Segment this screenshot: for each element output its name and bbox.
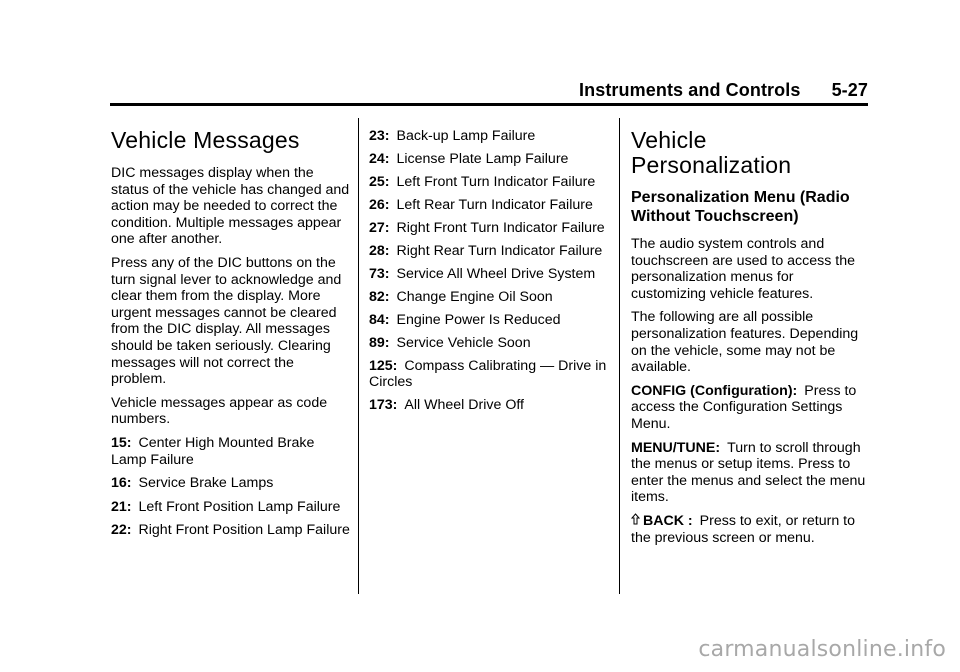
message-text: Service Vehicle Soon [396, 334, 531, 351]
heading-line: Vehicle [631, 127, 707, 153]
message-code: 16: [111, 475, 132, 492]
message-text: Left Front Turn Indicator Failure [396, 173, 596, 190]
definition-term: BACK : [643, 512, 693, 529]
message-text: Compass Calibrating — Drive in Circles [369, 357, 607, 391]
message-entry [369, 266, 609, 283]
paragraph: The following are all possible personalization features. Depending on the vehicle, some may not be available. [631, 309, 859, 376]
message-code: 22: [111, 522, 132, 539]
message-code: 89: [369, 334, 390, 351]
message-entry [111, 522, 351, 539]
page-number: 5-27 [831, 80, 868, 100]
message-entry [369, 335, 609, 352]
message-entry [369, 397, 609, 414]
definition-text: Turn to scroll through the menus or setup items. Press to enter the menus and select the menu items. [631, 439, 866, 506]
message-entry [369, 312, 609, 329]
watermark: carmanualsonline.info [698, 637, 946, 662]
definition-entry [631, 440, 871, 506]
message-text: Right Front Position Lamp Failure [138, 522, 350, 539]
message-entry [369, 128, 609, 145]
message-code: 25: [369, 173, 390, 190]
running-header [579, 80, 868, 101]
message-entry [111, 435, 351, 468]
message-code: 125: [369, 357, 398, 374]
message-text: Left Front Position Lamp Failure [138, 498, 341, 515]
message-entry [111, 475, 351, 492]
column-divider-1 [358, 118, 359, 594]
section-heading-vehicle-personalization [631, 128, 871, 178]
back-arrow-icon [631, 513, 641, 530]
definition-entry [631, 383, 871, 433]
message-code: 173: [369, 397, 398, 414]
message-text: Right Rear Turn Indicator Failure [396, 242, 603, 259]
message-text: Service All Wheel Drive System [396, 265, 596, 282]
message-code: 82: [369, 288, 390, 305]
column-divider-2 [619, 118, 620, 594]
heading-line: Personalization [631, 152, 792, 178]
message-code: 24: [369, 150, 390, 167]
definition-text: Press to access the Configuration Settings Menu. [631, 382, 857, 432]
message-code: 21: [111, 498, 132, 515]
message-text: Left Rear Turn Indicator Failure [396, 196, 593, 213]
definition-entry [631, 513, 871, 546]
message-entry [111, 499, 351, 516]
message-code: 73: [369, 265, 390, 282]
message-text: Engine Power Is Reduced [396, 311, 561, 328]
section-heading-vehicle-messages: Vehicle Messages [111, 127, 300, 153]
message-text: All Wheel Drive Off [404, 397, 524, 414]
message-entry [369, 289, 609, 306]
message-entry [369, 358, 609, 391]
message-entry [369, 151, 609, 168]
message-text: Back-up Lamp Failure [396, 128, 536, 144]
message-text: Right Front Turn Indicator Failure [396, 219, 605, 236]
message-text: Change Engine Oil Soon [396, 288, 553, 305]
column-1 [111, 116, 351, 546]
column-3 [631, 116, 871, 553]
paragraph: Vehicle messages appear as code numbers. [111, 394, 328, 428]
message-text: Center High Mounted Brake Lamp Failure [111, 434, 315, 468]
message-entry [369, 220, 609, 237]
definition-term: MENU/TUNE: [631, 439, 721, 456]
message-code: 15: [111, 434, 132, 451]
paragraph: DIC messages display when the status of the vehicle has changed and action may be needed to correct the condition. Multiple messages appear one after another. [111, 165, 350, 248]
message-text: Service Brake Lamps [138, 475, 274, 492]
message-entry [369, 197, 609, 214]
message-entry [369, 174, 609, 191]
definition-text: Press to exit, or return to the previous screen or menu. [631, 512, 855, 546]
message-code: 27: [369, 219, 390, 236]
header-rule [110, 103, 868, 106]
message-entry [369, 243, 609, 260]
paragraph: The audio system controls and touchscreen are used to access the personalization menus for customizing vehicle features. [631, 236, 855, 302]
definition-term: CONFIG (Configuration): [631, 382, 798, 399]
message-text: License Plate Lamp Failure [396, 150, 569, 167]
section-title: Instruments and Controls [579, 80, 801, 100]
paragraph: Press any of the DIC buttons on the turn signal lever to acknowledge and clear them from the display. More urgent messages cannot be cleared from the DIC display. All messages should be taken seriously. Clearing messages will not correct the problem. [111, 254, 342, 388]
column-2 [369, 116, 609, 420]
message-code: 26: [369, 196, 390, 213]
message-code: 28: [369, 242, 390, 259]
message-code: 84: [369, 311, 390, 328]
subheading-personalization-menu: Personalization Menu (Radio Without Touchscreen) [631, 189, 850, 225]
message-code: 23: [369, 128, 390, 144]
